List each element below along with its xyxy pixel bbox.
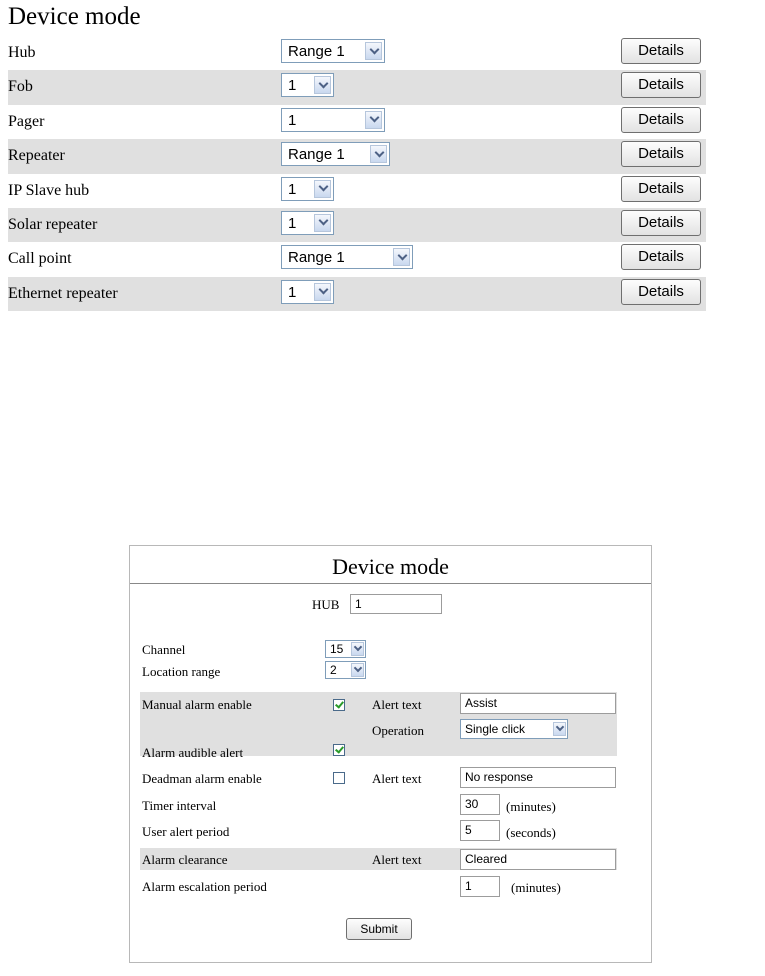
device-row-solar-repeater <box>8 208 706 242</box>
escalation-period-label: Alarm escalation period <box>142 879 267 894</box>
select-value: 15 <box>330 642 344 656</box>
chevron-down-icon[interactable] <box>365 111 382 129</box>
device-name: IP Slave hub <box>8 181 90 199</box>
location-range-label: Location range <box>142 664 221 679</box>
ethernet-repeater-range-select[interactable] <box>281 280 334 304</box>
call-point-range-select[interactable] <box>281 245 413 269</box>
device-row-ethernet-repeater <box>8 277 706 311</box>
details-button[interactable]: Details <box>621 141 701 167</box>
hub-label: HUB <box>312 597 340 612</box>
chevron-down-icon[interactable] <box>314 283 331 301</box>
chevron-down-icon[interactable] <box>365 42 382 60</box>
chevron-down-icon[interactable] <box>351 642 364 656</box>
channel-select[interactable] <box>325 640 366 658</box>
details-button[interactable]: Details <box>621 38 701 64</box>
operation-select[interactable] <box>460 719 568 739</box>
page-title: Device mode <box>8 3 141 30</box>
alarm-clearance-label: Alarm clearance <box>142 852 228 867</box>
select-value: 1 <box>288 180 297 198</box>
device-name: Ethernet repeater <box>8 284 118 302</box>
chevron-down-icon[interactable] <box>370 145 387 163</box>
chevron-down-icon[interactable] <box>351 663 364 677</box>
device-row-pager <box>8 105 706 139</box>
chevron-down-icon[interactable] <box>314 214 331 232</box>
solar-repeater-range-select[interactable] <box>281 211 334 235</box>
details-button[interactable]: Details <box>621 244 701 270</box>
manual-alarm-checkbox[interactable] <box>333 699 345 711</box>
device-row-ip-slave-hub <box>8 174 706 208</box>
channel-label: Channel <box>142 642 186 657</box>
user-alert-period-label: User alert period <box>142 824 230 839</box>
device-row-fob <box>8 70 706 104</box>
select-value: Range 1 <box>288 249 345 267</box>
audible-alert-label: Alarm audible alert <box>142 745 244 760</box>
timer-interval-unit: (minutes) <box>506 799 556 814</box>
manual-alert-text-label: Alert text <box>372 697 422 712</box>
manual-alert-text-input[interactable]: Assist <box>460 693 616 714</box>
user-alert-period-unit: (seconds) <box>506 825 556 840</box>
hub-range-select[interactable] <box>281 39 385 63</box>
device-name: Solar repeater <box>8 215 98 233</box>
details-button[interactable]: Details <box>621 279 701 305</box>
hub-settings-panel <box>129 545 652 963</box>
device-name: Repeater <box>8 147 65 165</box>
submit-button[interactable]: Submit <box>346 918 412 940</box>
panel-title: Device mode <box>332 554 449 579</box>
escalation-period-unit: (minutes) <box>511 880 561 895</box>
chevron-down-icon[interactable] <box>314 76 331 94</box>
hub-number-input[interactable]: 1 <box>350 594 442 614</box>
select-value: 1 <box>288 283 297 301</box>
details-button[interactable]: Details <box>621 107 701 133</box>
location-range-select[interactable] <box>325 661 366 679</box>
audible-alert-checkbox[interactable] <box>333 744 345 756</box>
manual-alarm-label: Manual alarm enable <box>142 697 252 712</box>
select-value: 1 <box>288 77 297 95</box>
device-table <box>8 36 706 311</box>
timer-interval-label: Timer interval <box>142 798 217 813</box>
device-row-call-point <box>8 242 706 276</box>
select-value: 1 <box>288 111 297 129</box>
device-name: Hub <box>8 44 36 61</box>
deadman-alarm-checkbox[interactable] <box>333 772 345 784</box>
timer-interval-input[interactable]: 30 <box>460 794 500 815</box>
deadman-alert-text-input[interactable]: No response <box>460 767 616 788</box>
clearance-alert-text-label: Alert text <box>372 852 422 867</box>
select-value: 1 <box>288 214 297 232</box>
chevron-down-icon[interactable] <box>393 248 410 266</box>
operation-label: Operation <box>372 723 424 738</box>
chevron-down-icon[interactable] <box>314 180 331 198</box>
fob-range-select[interactable] <box>281 73 334 97</box>
repeater-range-select[interactable] <box>281 142 390 166</box>
chevron-down-icon[interactable] <box>553 722 566 736</box>
details-button[interactable]: Details <box>621 72 701 98</box>
device-name: Fob <box>8 78 33 96</box>
select-value: Single click <box>465 722 526 736</box>
device-name: Call point <box>8 250 72 268</box>
ip-slave-hub-range-select[interactable] <box>281 177 334 201</box>
device-name: Pager <box>8 112 45 130</box>
select-value: 2 <box>330 663 337 677</box>
clearance-alert-text-input[interactable]: Cleared <box>460 849 616 870</box>
select-value: Range 1 <box>288 146 345 164</box>
title-divider <box>130 583 651 584</box>
deadman-alert-text-label: Alert text <box>372 771 422 786</box>
user-alert-period-input[interactable]: 5 <box>460 820 500 841</box>
escalation-period-input[interactable]: 1 <box>460 876 500 897</box>
deadman-alarm-label: Deadman alarm enable <box>142 771 262 786</box>
device-row-repeater <box>8 139 706 173</box>
details-button[interactable]: Details <box>621 210 701 236</box>
details-button[interactable]: Details <box>621 176 701 202</box>
device-row-hub <box>8 36 706 70</box>
select-value: Range 1 <box>288 43 345 60</box>
pager-range-select[interactable] <box>281 108 385 132</box>
